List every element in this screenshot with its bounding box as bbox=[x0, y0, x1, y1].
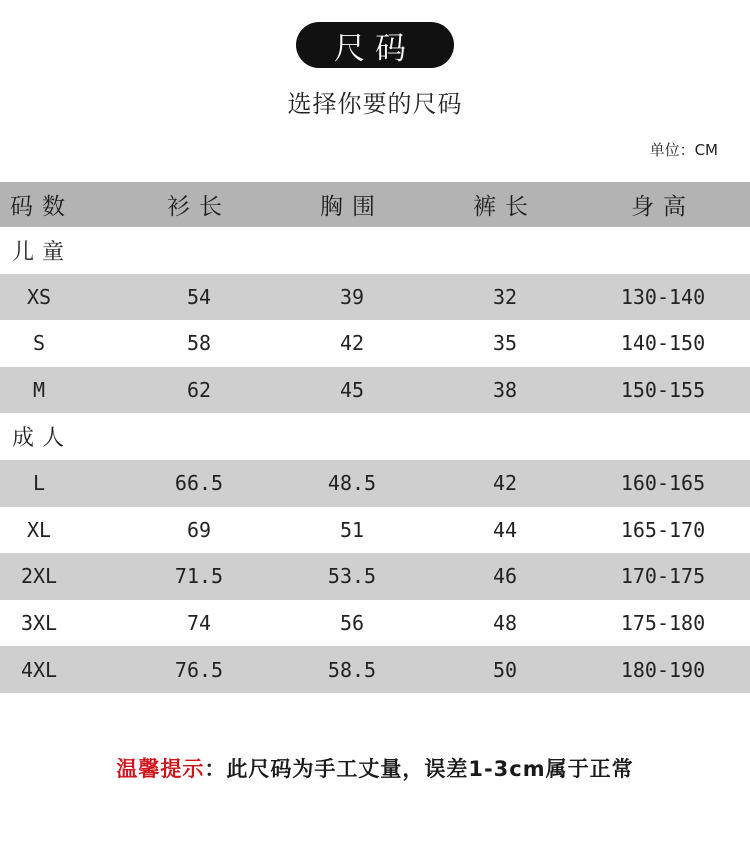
section-label: 儿童 bbox=[12, 239, 73, 265]
cell-pants-length: 38 bbox=[492, 378, 518, 403]
cell-chest: 53.5 bbox=[327, 564, 377, 589]
table-header bbox=[0, 182, 750, 227]
table-row bbox=[0, 460, 750, 507]
header-chest: 胸围 bbox=[320, 194, 384, 220]
page-title: 尺码 bbox=[296, 22, 454, 68]
cell-pants-length: 46 bbox=[492, 564, 518, 589]
cell-chest: 58.5 bbox=[327, 657, 377, 682]
table-row bbox=[0, 600, 750, 647]
header-size: 码数 bbox=[10, 194, 74, 220]
table-row bbox=[0, 553, 750, 600]
section-label: 成人 bbox=[12, 426, 73, 452]
cell-shirt-length: 54 bbox=[186, 284, 212, 309]
tip-label: 温馨提示 bbox=[116, 757, 205, 781]
header-height: 身高 bbox=[631, 194, 695, 220]
unit-label: 单位：CM bbox=[649, 141, 718, 159]
table-row bbox=[0, 646, 750, 693]
cell-height: 170-175 bbox=[620, 564, 706, 589]
table-row bbox=[0, 320, 750, 367]
cell-pants-length: 48 bbox=[492, 611, 518, 636]
cell-size: XS bbox=[26, 284, 52, 309]
cell-size: M bbox=[32, 378, 46, 403]
cell-shirt-length: 74 bbox=[186, 611, 212, 636]
table-body bbox=[0, 227, 750, 693]
header-shirt-length: 衫长 bbox=[167, 194, 231, 220]
table-row bbox=[0, 507, 750, 554]
cell-shirt-length: 71.5 bbox=[174, 564, 224, 589]
cell-height: 175-180 bbox=[620, 611, 706, 636]
cell-shirt-length: 58 bbox=[186, 331, 212, 356]
cell-size: 3XL bbox=[20, 611, 58, 636]
section-row bbox=[0, 413, 750, 460]
warm-tip bbox=[0, 753, 750, 783]
section-row bbox=[0, 227, 750, 274]
cell-height: 160-165 bbox=[620, 471, 706, 496]
cell-shirt-length: 66.5 bbox=[174, 471, 224, 496]
cell-shirt-length: 69 bbox=[186, 517, 212, 542]
cell-height: 150-155 bbox=[620, 378, 706, 403]
cell-pants-length: 44 bbox=[492, 517, 518, 542]
cell-chest: 42 bbox=[339, 331, 365, 356]
cell-size: XL bbox=[26, 517, 52, 542]
cell-pants-length: 42 bbox=[492, 471, 518, 496]
cell-shirt-length: 62 bbox=[186, 378, 212, 403]
cell-pants-length: 50 bbox=[492, 657, 518, 682]
table-row bbox=[0, 367, 750, 414]
header-pants-length: 裤长 bbox=[473, 194, 537, 220]
cell-size: S bbox=[32, 331, 46, 356]
table-row bbox=[0, 274, 750, 321]
cell-size: L bbox=[32, 471, 46, 496]
size-table bbox=[0, 182, 750, 693]
cell-chest: 45 bbox=[339, 378, 365, 403]
cell-chest: 48.5 bbox=[327, 471, 377, 496]
tip-text: ：此尺码为手工丈量，误差1-3cm属于正常 bbox=[204, 757, 634, 781]
cell-chest: 56 bbox=[339, 611, 365, 636]
cell-shirt-length: 76.5 bbox=[174, 657, 224, 682]
cell-pants-length: 32 bbox=[492, 284, 518, 309]
cell-height: 180-190 bbox=[620, 657, 706, 682]
cell-chest: 51 bbox=[339, 517, 365, 542]
cell-height: 165-170 bbox=[620, 517, 706, 542]
page-subtitle: 选择你要的尺码 bbox=[287, 90, 463, 118]
cell-height: 130-140 bbox=[620, 284, 706, 309]
cell-size: 2XL bbox=[20, 564, 58, 589]
cell-pants-length: 35 bbox=[492, 331, 518, 356]
cell-size: 4XL bbox=[20, 657, 58, 682]
cell-height: 140-150 bbox=[620, 331, 706, 356]
cell-chest: 39 bbox=[339, 284, 365, 309]
